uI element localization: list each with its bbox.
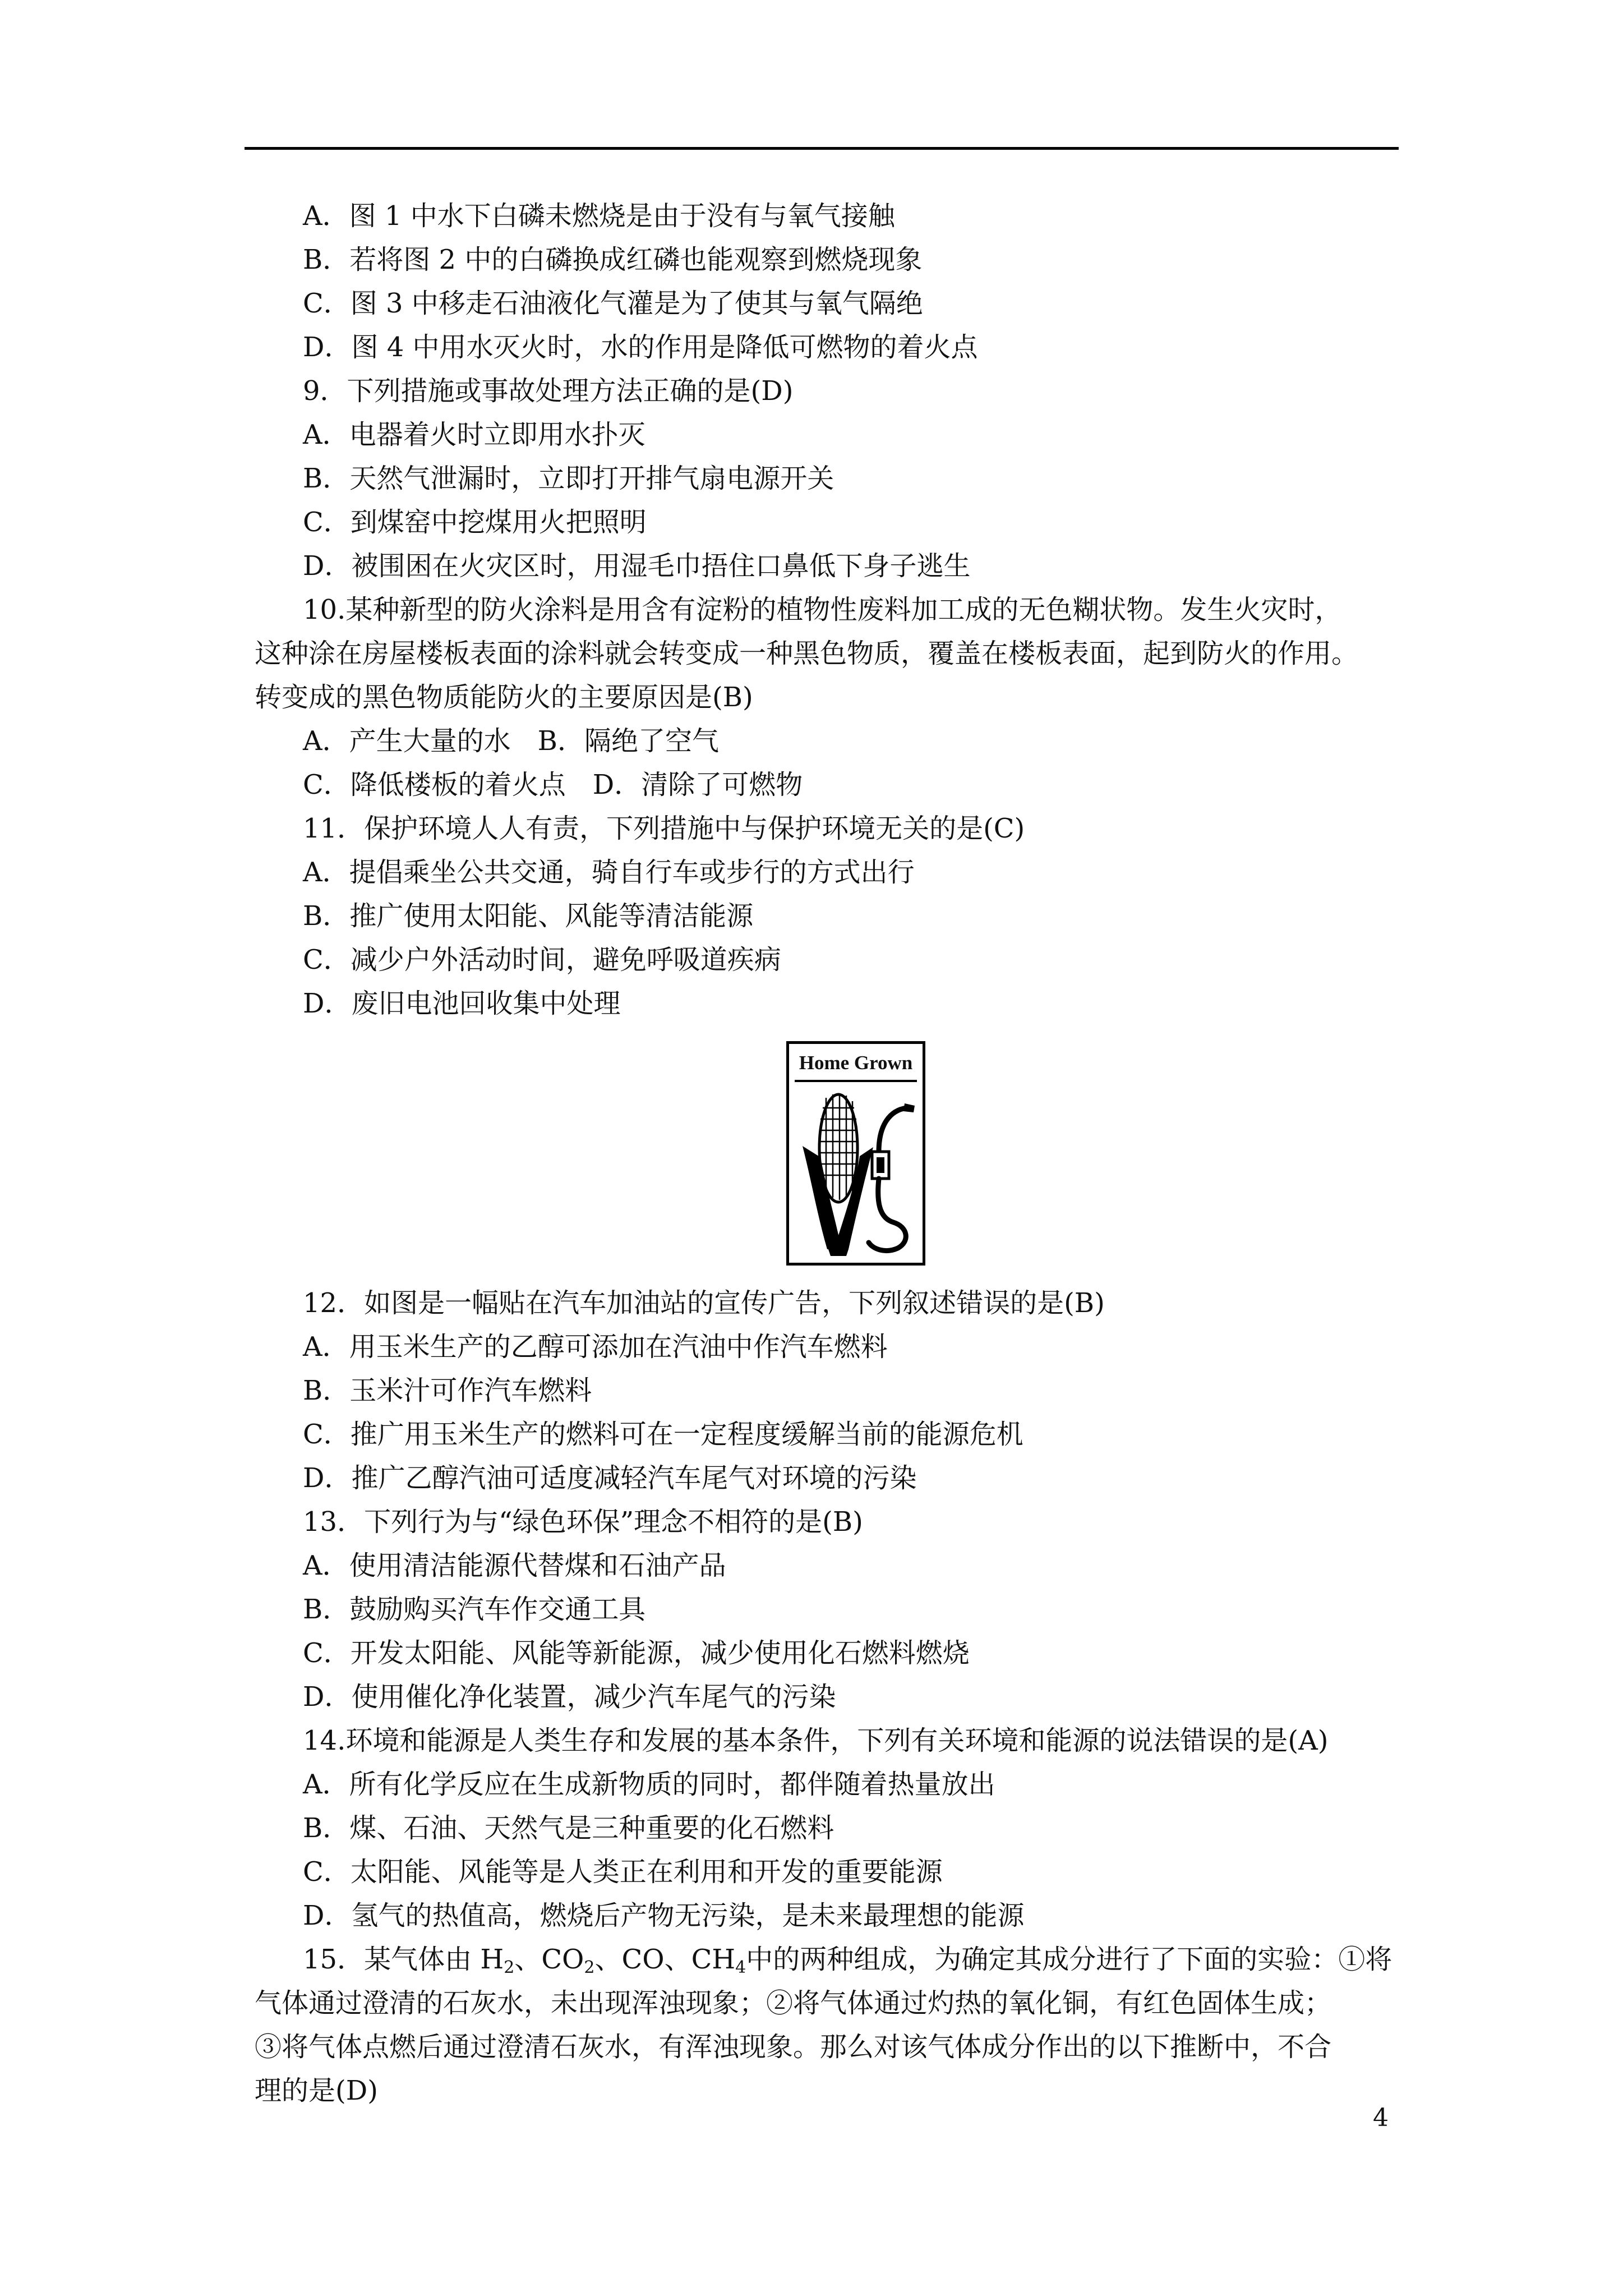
- answer-option: C．到煤窑中挖煤用火把照明: [303, 507, 647, 538]
- q15-hydrogen: H: [480, 1944, 504, 1975]
- question-stem: 11．保护环境人人有责，下列措施中与保护环境无关的是(C): [303, 813, 1025, 844]
- answer-option: C．降低楼板的着火点 D．清除了可燃物: [303, 769, 803, 800]
- figure-title: Home Grown: [799, 1052, 913, 1074]
- q15-text-pre: 15．某气体由: [303, 1944, 481, 1975]
- question-stem: 10.某种新型的防火涂料是用含有淀粉的植物性废料加工成的无色糊状物。发生火灾时，: [303, 594, 1342, 625]
- q15-methane-subscript: 4: [735, 1958, 746, 1977]
- answer-option: D．图 4 中用水灭火时，水的作用是降低可燃物的着火点: [303, 332, 978, 363]
- document-body: [255, 194, 1399, 2113]
- question-15-line-1: [255, 1938, 1399, 1981]
- answer-option: C．图 3 中移走石油液化气灌是为了使其与氧气隔绝: [303, 288, 923, 319]
- question-continuation: 转变成的黑色物质能防火的主要原因是(B): [255, 682, 753, 713]
- question-stem: 12．如图是一幅贴在汽车加油站的宣传广告，下列叙述错误的是(B): [303, 1287, 1105, 1319]
- questions-section-1: [255, 194, 1399, 1025]
- header-rule: [245, 147, 1399, 150]
- answer-option: A．提倡乘坐公共交通，骑自行车或步行的方式出行: [303, 857, 915, 888]
- question-15-line-3: ③将气体点燃后通过澄清石灰水，有浑浊现象。那么对该气体成分作出的以下推断中，不合: [255, 2031, 1332, 2063]
- q15-separator-2: 、CO、: [594, 1944, 691, 1975]
- answer-option: A．电器着火时立即用水扑灭: [303, 419, 645, 450]
- question-continuation: 这种涂在房屋楼板表面的涂料就会转变成一种黑色物质，覆盖在楼板表面，起到防火的作用。: [255, 638, 1359, 669]
- questions-section-2: [255, 1281, 1399, 1938]
- answer-option: A．所有化学反应在生成新物质的同时，都伴随着热量放出: [303, 1769, 995, 1800]
- corn-fuel-pump-icon: [795, 1085, 917, 1257]
- page-number: 4: [1373, 2104, 1389, 2132]
- answer-option: B．天然气泄漏时，立即打开排气扇电源开关: [303, 463, 834, 494]
- answer-option: A．图 1 中水下白磷未燃烧是由于没有与氧气接触: [303, 200, 895, 232]
- answer-option: C．推广用玉米生产的燃料可在一定程度缓解当前的能源危机: [303, 1419, 1023, 1450]
- answer-option: C．减少户外活动时间，避免呼吸道疾病: [303, 944, 781, 976]
- answer-option: B．推广使用太阳能、风能等清洁能源: [303, 900, 754, 932]
- question-stem: 13．下列行为与“绿色环保”理念不相符的是(B): [303, 1506, 863, 1538]
- question-15-line-4: 理的是(D): [255, 2075, 378, 2106]
- answer-option: A．使用清洁能源代替煤和石油产品: [303, 1550, 726, 1581]
- q15-text-post: 中的两种组成，为确定其成分进行了下面的实验：①将: [746, 1944, 1393, 1975]
- answer-option: B．煤、石油、天然气是三种重要的化石燃料: [303, 1812, 834, 1844]
- answer-option: C．开发太阳能、风能等新能源，减少使用化石燃料燃烧: [303, 1637, 970, 1669]
- answer-option: A．用玉米生产的乙醇可添加在汽油中作汽车燃料: [303, 1331, 888, 1363]
- answer-option: D．使用催化净化装置，减少汽车尾气的污染: [303, 1681, 836, 1713]
- answer-option: B．若将图 2 中的白磷换成红磷也能观察到燃烧现象: [303, 244, 923, 275]
- question-15-line-2: 气体通过澄清的石灰水，未出现浑浊现象；②将气体通过灼热的氧化铜，有红色固体生成；: [255, 1987, 1332, 2019]
- answer-option: D．氢气的热值高，燃烧后产物无污染，是未来最理想的能源: [303, 1900, 1025, 1931]
- figure-title-divider: [795, 1080, 917, 1082]
- question-stem: 9．下列措施或事故处理方法正确的是(D): [303, 375, 794, 407]
- answer-option: D．废旧电池回收集中处理: [303, 988, 621, 1019]
- answer-option: B．鼓励购买汽车作交通工具: [303, 1594, 646, 1625]
- answer-option: D．被围困在火灾区时，用湿毛巾捂住口鼻低下身子逃生: [303, 550, 971, 582]
- q15-carbon-dioxide: CO: [541, 1944, 584, 1975]
- answer-option: D．推广乙醇汽油可适度减轻汽车尾气对环境的污染: [303, 1462, 917, 1494]
- answer-option: B．玉米汁可作汽车燃料: [303, 1375, 592, 1406]
- home-grown-figure: [786, 1041, 925, 1266]
- q15-separator-1: 、: [514, 1944, 542, 1975]
- answer-option: A．产生大量的水 B．隔绝了空气: [303, 725, 719, 757]
- question-stem: 14.环境和能源是人类生存和发展的基本条件，下列有关环境和能源的说法错误的是(A): [303, 1725, 1329, 1756]
- q15-carbon-dioxide-subscript: 2: [584, 1958, 595, 1977]
- answer-option: C．太阳能、风能等是人类正在利用和开发的重要能源: [303, 1856, 943, 1888]
- q15-methane: CH: [691, 1944, 736, 1975]
- q15-hydrogen-subscript: 2: [504, 1958, 515, 1977]
